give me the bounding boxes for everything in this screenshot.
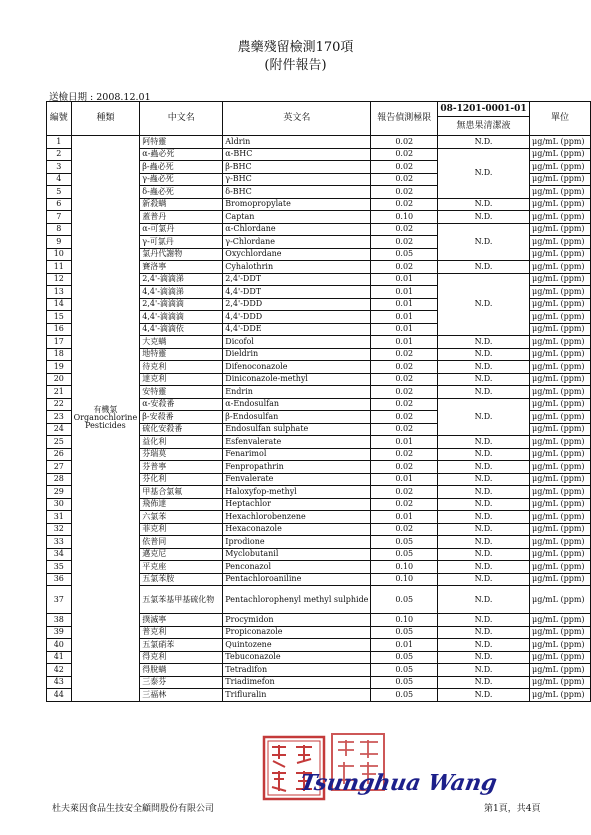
cell-unit: μg/mL (ppm) xyxy=(530,639,591,652)
table-row xyxy=(47,136,591,149)
cell-unit: μg/mL (ppm) xyxy=(530,614,591,627)
cell-unit: μg/mL (ppm) xyxy=(530,361,591,374)
cell-detection-limit: 0.02 xyxy=(371,186,438,199)
cell-result: N.D. xyxy=(438,639,530,652)
cell-detection-limit: 0.05 xyxy=(371,626,438,639)
cell-no: 35 xyxy=(47,561,72,574)
cell-unit: μg/mL (ppm) xyxy=(530,223,591,236)
cell-detection-limit: 0.02 xyxy=(371,523,438,536)
cell-unit: μg/mL (ppm) xyxy=(530,136,591,149)
cell-english-name: β-BHC xyxy=(223,161,371,174)
cell-chinese-name: 待克利 xyxy=(140,361,223,374)
cell-no: 20 xyxy=(47,373,72,386)
cell-chinese-name: 安特靈 xyxy=(140,386,223,399)
cell-no: 33 xyxy=(47,536,72,549)
column-header-chinese-name: 中文名 xyxy=(140,102,223,136)
cell-detection-limit: 0.10 xyxy=(371,561,438,574)
cell-result: N.D. xyxy=(438,511,530,524)
cell-no: 7 xyxy=(47,211,72,224)
cell-english-name: Tebuconazole xyxy=(223,651,371,664)
cell-result: N.D. xyxy=(438,223,530,261)
cell-english-name: 2,4'-DDT xyxy=(223,273,371,286)
cell-no: 13 xyxy=(47,286,72,299)
cell-chinese-name: 普克利 xyxy=(140,626,223,639)
cell-chinese-name: 硫化安殺番 xyxy=(140,423,223,436)
cell-result: N.D. xyxy=(438,461,530,474)
cell-english-name: 2,4'-DDD xyxy=(223,298,371,311)
cell-no: 18 xyxy=(47,348,72,361)
cell-unit: μg/mL (ppm) xyxy=(530,448,591,461)
cell-english-name: Quintozene xyxy=(223,639,371,652)
cell-no: 1 xyxy=(47,136,72,149)
cell-detection-limit: 0.10 xyxy=(371,211,438,224)
cell-chinese-name: δ-蟲必死 xyxy=(140,186,223,199)
cell-detection-limit: 0.02 xyxy=(371,223,438,236)
cell-english-name: γ-BHC xyxy=(223,173,371,186)
cell-english-name: Hexaconazole xyxy=(223,523,371,536)
cell-detection-limit: 0.02 xyxy=(371,148,438,161)
cell-unit: μg/mL (ppm) xyxy=(530,664,591,677)
cell-result: N.D. xyxy=(438,573,530,586)
cell-no: 9 xyxy=(47,236,72,249)
column-header-detection-limit: 報告偵測極限 xyxy=(371,102,438,136)
cell-chinese-name: 賽洛寧 xyxy=(140,261,223,274)
cell-no: 27 xyxy=(47,461,72,474)
cell-detection-limit: 0.05 xyxy=(371,548,438,561)
cell-english-name: Pentachlorophenyl methyl sulphide xyxy=(223,586,371,614)
page-number: 第1頁，共4頁 xyxy=(484,804,541,814)
cell-unit: μg/mL (ppm) xyxy=(530,548,591,561)
cell-result: N.D. xyxy=(438,498,530,511)
cell-chinese-name: γ-蟲必死 xyxy=(140,173,223,186)
cell-english-name: Bromopropylate xyxy=(223,198,371,211)
cell-no: 44 xyxy=(47,689,72,702)
cell-english-name: Fenarimol xyxy=(223,448,371,461)
cell-no: 30 xyxy=(47,498,72,511)
cell-no: 34 xyxy=(47,548,72,561)
cell-english-name: Iprodione xyxy=(223,536,371,549)
cell-result: N.D. xyxy=(438,198,530,211)
cell-chinese-name: 芬普寧 xyxy=(140,461,223,474)
cell-unit: μg/mL (ppm) xyxy=(530,676,591,689)
cell-chinese-name: 平克座 xyxy=(140,561,223,574)
cell-detection-limit: 0.05 xyxy=(371,664,438,677)
cell-detection-limit: 0.02 xyxy=(371,486,438,499)
cell-chinese-name: β-蟲必死 xyxy=(140,161,223,174)
cell-result: N.D. xyxy=(438,626,530,639)
cell-no: 3 xyxy=(47,161,72,174)
category-zh: 有機氯 xyxy=(93,405,118,415)
cell-chinese-name: 飛佈達 xyxy=(140,498,223,511)
cell-no: 39 xyxy=(47,626,72,639)
cell-detection-limit: 0.05 xyxy=(371,248,438,261)
cell-no: 16 xyxy=(47,323,72,336)
cell-no: 29 xyxy=(47,486,72,499)
cell-result: N.D. xyxy=(438,373,530,386)
cell-result: N.D. xyxy=(438,211,530,224)
cell-unit: μg/mL (ppm) xyxy=(530,211,591,224)
cell-no: 41 xyxy=(47,651,72,664)
cell-english-name: Fenpropathrin xyxy=(223,461,371,474)
cell-english-name: 4,4'-DDE xyxy=(223,323,371,336)
cell-no: 24 xyxy=(47,423,72,436)
category-en2: Pesticides xyxy=(85,421,126,431)
cell-detection-limit: 0.05 xyxy=(371,676,438,689)
company-name-footer: 杜夫萊因食品生技安全顧問股份有限公司 xyxy=(52,804,215,814)
cell-detection-limit: 0.02 xyxy=(371,461,438,474)
cell-english-name: Cyhalothrin xyxy=(223,261,371,274)
column-header-sample-name: 無患果清潔液 xyxy=(438,117,530,136)
cell-detection-limit: 0.02 xyxy=(371,373,438,386)
cell-unit: μg/mL (ppm) xyxy=(530,173,591,186)
cell-english-name: Dicofol xyxy=(223,336,371,349)
cell-unit: μg/mL (ppm) xyxy=(530,286,591,299)
cell-result: N.D. xyxy=(438,651,530,664)
cell-english-name: Diniconazole-methyl xyxy=(223,373,371,386)
cell-chinese-name: 4,4'-滴滴滴 xyxy=(140,311,223,324)
cell-english-name: Trifluralin xyxy=(223,689,371,702)
cell-chinese-name: 五氯苯基甲基硫化物 xyxy=(140,586,223,614)
cell-unit: μg/mL (ppm) xyxy=(530,148,591,161)
cell-result: N.D. xyxy=(438,348,530,361)
cell-result: N.D. xyxy=(438,486,530,499)
cell-english-name: δ-BHC xyxy=(223,186,371,199)
cell-no: 42 xyxy=(47,664,72,677)
cell-english-name: α-BHC xyxy=(223,148,371,161)
cell-unit: μg/mL (ppm) xyxy=(530,411,591,424)
cell-no: 40 xyxy=(47,639,72,652)
cell-no: 37 xyxy=(47,586,72,614)
cell-unit: μg/mL (ppm) xyxy=(530,561,591,574)
cell-chinese-name: 蓋普丹 xyxy=(140,211,223,224)
cell-chinese-name: 氯丹代謝物 xyxy=(140,248,223,261)
cell-english-name: Haloxyfop-methyl xyxy=(223,486,371,499)
column-header-sample-id: 08-1201-0001-01 xyxy=(438,102,530,117)
cell-unit: μg/mL (ppm) xyxy=(530,473,591,486)
category-en1: Organochlorine xyxy=(73,413,138,423)
cell-chinese-name: 菲克利 xyxy=(140,523,223,536)
column-header-english-name: 英文名 xyxy=(223,102,371,136)
cell-detection-limit: 0.02 xyxy=(371,498,438,511)
cell-no: 28 xyxy=(47,473,72,486)
cell-chinese-name: 芬化利 xyxy=(140,473,223,486)
cell-unit: μg/mL (ppm) xyxy=(530,336,591,349)
cell-no: 21 xyxy=(47,386,72,399)
cell-detection-limit: 0.01 xyxy=(371,311,438,324)
cell-chinese-name: 甲基合氯氟 xyxy=(140,486,223,499)
cell-no: 11 xyxy=(47,261,72,274)
cell-english-name: Captan xyxy=(223,211,371,224)
cell-detection-limit: 0.02 xyxy=(371,136,438,149)
cell-result: N.D. xyxy=(438,473,530,486)
cell-detection-limit: 0.02 xyxy=(371,411,438,424)
cell-result: N.D. xyxy=(438,398,530,436)
handwritten-signature xyxy=(298,762,499,802)
cell-result: N.D. xyxy=(438,273,530,336)
cell-chinese-name: 新殺螨 xyxy=(140,198,223,211)
cell-no: 17 xyxy=(47,336,72,349)
cell-result: N.D. xyxy=(438,386,530,399)
cell-chinese-name: α-安殺番 xyxy=(140,398,223,411)
cell-chinese-name: 邁克尼 xyxy=(140,548,223,561)
cell-chinese-name: 六氯苯 xyxy=(140,511,223,524)
cell-detection-limit: 0.01 xyxy=(371,436,438,449)
cell-result: N.D. xyxy=(438,689,530,702)
cell-unit: μg/mL (ppm) xyxy=(530,323,591,336)
cell-no: 10 xyxy=(47,248,72,261)
cell-no: 43 xyxy=(47,676,72,689)
cell-unit: μg/mL (ppm) xyxy=(530,398,591,411)
cell-unit: μg/mL (ppm) xyxy=(530,261,591,274)
cell-detection-limit: 0.01 xyxy=(371,639,438,652)
cell-chinese-name: 阿特靈 xyxy=(140,136,223,149)
report-title: 農藥殘留檢測170項 xyxy=(237,40,354,55)
column-header-unit: 單位 xyxy=(530,102,591,136)
cell-english-name: 4,4'-DDD xyxy=(223,311,371,324)
cell-english-name: 4,4'-DDT xyxy=(223,286,371,299)
cell-detection-limit: 0.01 xyxy=(371,273,438,286)
cell-result: N.D. xyxy=(438,561,530,574)
cell-detection-limit: 0.01 xyxy=(371,473,438,486)
cell-unit: μg/mL (ppm) xyxy=(530,436,591,449)
cell-no: 26 xyxy=(47,448,72,461)
cell-no: 22 xyxy=(47,398,72,411)
cell-unit: μg/mL (ppm) xyxy=(530,511,591,524)
cell-unit: μg/mL (ppm) xyxy=(530,523,591,536)
cell-english-name: Fenvalerate xyxy=(223,473,371,486)
cell-chinese-name: β-安殺番 xyxy=(140,411,223,424)
cell-chinese-name: 三泰芬 xyxy=(140,676,223,689)
cell-no: 5 xyxy=(47,186,72,199)
cell-result: N.D. xyxy=(438,548,530,561)
cell-english-name: Endosulfan sulphate xyxy=(223,423,371,436)
cell-result: N.D. xyxy=(438,448,530,461)
cell-no: 2 xyxy=(47,148,72,161)
svg-text:Tsunghua Wang: Tsunghua Wang xyxy=(298,770,499,796)
cell-no: 15 xyxy=(47,311,72,324)
cell-english-name: Difenoconazole xyxy=(223,361,371,374)
cell-unit: μg/mL (ppm) xyxy=(530,486,591,499)
cell-unit: μg/mL (ppm) xyxy=(530,348,591,361)
cell-detection-limit: 0.02 xyxy=(371,173,438,186)
cell-no: 36 xyxy=(47,573,72,586)
cell-result: N.D. xyxy=(438,336,530,349)
cell-detection-limit: 0.05 xyxy=(371,651,438,664)
cell-result: N.D. xyxy=(438,148,530,198)
cell-unit: μg/mL (ppm) xyxy=(530,198,591,211)
cell-english-name: α-Chlordane xyxy=(223,223,371,236)
cell-english-name: Esfenvalerate xyxy=(223,436,371,449)
cell-chinese-name: 依普同 xyxy=(140,536,223,549)
cell-result: N.D. xyxy=(438,523,530,536)
cell-chinese-name: α-蟲必死 xyxy=(140,148,223,161)
cell-detection-limit: 0.10 xyxy=(371,573,438,586)
cell-detection-limit: 0.05 xyxy=(371,689,438,702)
cell-chinese-name: 得克利 xyxy=(140,651,223,664)
submission-date: 送檢日期 : 2008.12.01 xyxy=(49,92,151,103)
cell-detection-limit: 0.02 xyxy=(371,448,438,461)
cell-unit: μg/mL (ppm) xyxy=(530,461,591,474)
cell-unit: μg/mL (ppm) xyxy=(530,626,591,639)
cell-english-name: Penconazol xyxy=(223,561,371,574)
cell-english-name: Heptachlor xyxy=(223,498,371,511)
cell-no: 12 xyxy=(47,273,72,286)
cell-no: 32 xyxy=(47,523,72,536)
cell-chinese-name: 4,4'-滴滴涕 xyxy=(140,286,223,299)
cell-english-name: Propiconazole xyxy=(223,626,371,639)
cell-detection-limit: 0.02 xyxy=(371,398,438,411)
cell-unit: μg/mL (ppm) xyxy=(530,373,591,386)
cell-no: 31 xyxy=(47,511,72,524)
cell-unit: μg/mL (ppm) xyxy=(530,298,591,311)
cell-no: 6 xyxy=(47,198,72,211)
cell-no: 23 xyxy=(47,411,72,424)
cell-detection-limit: 0.02 xyxy=(371,161,438,174)
cell-chinese-name: 益化利 xyxy=(140,436,223,449)
cell-unit: μg/mL (ppm) xyxy=(530,186,591,199)
cell-english-name: γ-Chlordane xyxy=(223,236,371,249)
cell-english-name: Oxychlordane xyxy=(223,248,371,261)
cell-result: N.D. xyxy=(438,676,530,689)
cell-unit: μg/mL (ppm) xyxy=(530,273,591,286)
cell-detection-limit: 0.01 xyxy=(371,336,438,349)
cell-result: N.D. xyxy=(438,536,530,549)
cell-detection-limit: 0.02 xyxy=(371,386,438,399)
cell-chinese-name: 4,4'-滴滴依 xyxy=(140,323,223,336)
cell-english-name: Dieldrin xyxy=(223,348,371,361)
cell-unit: μg/mL (ppm) xyxy=(530,573,591,586)
cell-chinese-name: α-可氯丹 xyxy=(140,223,223,236)
cell-detection-limit: 0.02 xyxy=(371,423,438,436)
cell-unit: μg/mL (ppm) xyxy=(530,536,591,549)
cell-chinese-name: 2,4'-滴滴滴 xyxy=(140,298,223,311)
cell-detection-limit: 0.02 xyxy=(371,261,438,274)
cell-result: N.D. xyxy=(438,261,530,274)
cell-result: N.D. xyxy=(438,136,530,149)
column-header-no: 編號 xyxy=(47,102,72,136)
cell-unit: μg/mL (ppm) xyxy=(530,386,591,399)
cell-chinese-name: 三福林 xyxy=(140,689,223,702)
cell-no: 25 xyxy=(47,436,72,449)
cell-detection-limit: 0.01 xyxy=(371,286,438,299)
cell-english-name: Myclobutanil xyxy=(223,548,371,561)
cell-chinese-name: γ-可氯丹 xyxy=(140,236,223,249)
cell-chinese-name: 芬瑞莫 xyxy=(140,448,223,461)
pesticide-results-table xyxy=(46,101,591,702)
cell-unit: μg/mL (ppm) xyxy=(530,236,591,249)
cell-no: 8 xyxy=(47,223,72,236)
cell-chinese-name: 五氯硝苯 xyxy=(140,639,223,652)
cell-english-name: Triadimefon xyxy=(223,676,371,689)
cell-detection-limit: 0.01 xyxy=(371,511,438,524)
cell-no: 38 xyxy=(47,614,72,627)
cell-result: N.D. xyxy=(438,614,530,627)
cell-unit: μg/mL (ppm) xyxy=(530,651,591,664)
cell-english-name: Pentachloroaniline xyxy=(223,573,371,586)
cell-detection-limit: 0.02 xyxy=(371,348,438,361)
cell-no: 4 xyxy=(47,173,72,186)
cell-chinese-name: 2,4'-滴滴涕 xyxy=(140,273,223,286)
cell-result: N.D. xyxy=(438,664,530,677)
cell-english-name: β-Endosulfan xyxy=(223,411,371,424)
cell-unit: μg/mL (ppm) xyxy=(530,248,591,261)
cell-unit: μg/mL (ppm) xyxy=(530,311,591,324)
cell-unit: μg/mL (ppm) xyxy=(530,161,591,174)
cell-english-name: Tetradifon xyxy=(223,664,371,677)
cell-detection-limit: 0.02 xyxy=(371,236,438,249)
cell-detection-limit: 0.10 xyxy=(371,614,438,627)
cell-detection-limit: 0.01 xyxy=(371,323,438,336)
cell-chinese-name: 撲滅寧 xyxy=(140,614,223,627)
cell-unit: μg/mL (ppm) xyxy=(530,498,591,511)
cell-english-name: Aldrin xyxy=(223,136,371,149)
cell-detection-limit: 0.02 xyxy=(371,198,438,211)
cell-chinese-name: 地特靈 xyxy=(140,348,223,361)
cell-chinese-name: 大克螨 xyxy=(140,336,223,349)
cell-detection-limit: 0.01 xyxy=(371,298,438,311)
cell-chinese-name: 五氯苯胺 xyxy=(140,573,223,586)
cell-english-name: α-Endosulfan xyxy=(223,398,371,411)
cell-english-name: Hexachlorobenzene xyxy=(223,511,371,524)
cell-english-name: Procymidon xyxy=(223,614,371,627)
cell-chinese-name: 達克利 xyxy=(140,373,223,386)
cell-detection-limit: 0.02 xyxy=(371,361,438,374)
cell-detection-limit: 0.05 xyxy=(371,536,438,549)
report-subtitle: (附件報告) xyxy=(264,58,327,73)
cell-detection-limit: 0.05 xyxy=(371,586,438,614)
cell-unit: μg/mL (ppm) xyxy=(530,689,591,702)
cell-no: 14 xyxy=(47,298,72,311)
cell-unit: μg/mL (ppm) xyxy=(530,586,591,614)
cell-unit: μg/mL (ppm) xyxy=(530,423,591,436)
cell-result: N.D. xyxy=(438,361,530,374)
cell-no: 19 xyxy=(47,361,72,374)
column-header-type: 種類 xyxy=(71,102,140,136)
cell-chinese-name: 得脫螨 xyxy=(140,664,223,677)
category-cell xyxy=(71,136,140,702)
cell-result: N.D. xyxy=(438,436,530,449)
cell-result: N.D. xyxy=(438,586,530,614)
cell-english-name: Endrin xyxy=(223,386,371,399)
